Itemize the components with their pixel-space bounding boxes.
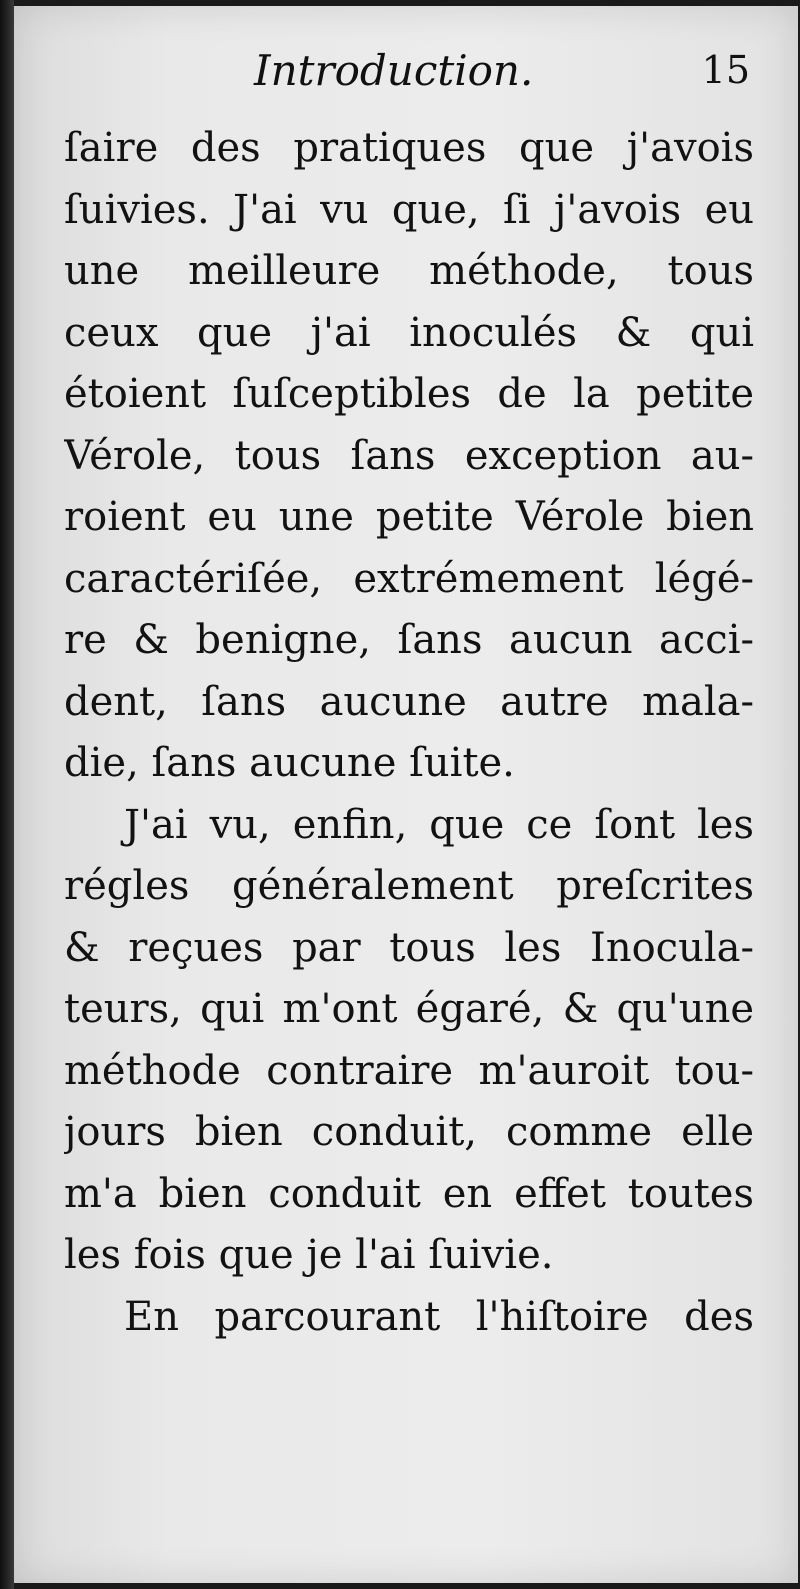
text-line: étoient ſuſceptibles de la petite xyxy=(64,371,754,417)
text-line: régles généralement preſcrites xyxy=(64,863,754,909)
text-line: re & benigne, ſans aucun acci- xyxy=(64,617,754,663)
text-line: roient eu une petite Vérole bien xyxy=(64,494,754,540)
text-line: ceux que j'ai inoculés & qui xyxy=(64,309,754,356)
text-line: die, ſans aucune ſuite. xyxy=(64,740,515,786)
text-line: les fois que je l'ai ſuivie. xyxy=(64,1232,554,1278)
binding-gutter xyxy=(0,0,14,1589)
book-page xyxy=(14,6,798,1583)
running-title: Introduction. xyxy=(254,46,534,95)
text-line: dent, ſans aucune autre mala- xyxy=(64,678,754,725)
text-line: En parcourant l'hiſtoire des xyxy=(124,1293,754,1340)
text-line: Vérole, tous ſans exception au- xyxy=(64,432,754,479)
text-line: ſuivies. J'ai vu que, ſi j'avois eu xyxy=(64,186,754,233)
text-line: m'a bien conduit en effet toutes xyxy=(64,1170,754,1217)
text-line: méthode contraire m'auroit tou- xyxy=(64,1047,754,1094)
page-number: 15 xyxy=(701,48,750,92)
text-line: & reçues par tous les Inocula- xyxy=(64,924,754,971)
body-text xyxy=(64,118,754,1348)
text-line: J'ai vu, enfin, que ce ſont les xyxy=(124,801,754,848)
text-line: teurs, qui m'ont égaré, & qu'une xyxy=(64,986,754,1032)
text-line: une meilleure méthode, tous xyxy=(64,248,754,294)
text-line: ſaire des pratiques que j'avois xyxy=(64,125,754,171)
text-line: jours bien conduit, comme elle xyxy=(64,1109,754,1155)
text-line: caractériſée, extrémement légé- xyxy=(64,555,754,602)
page-header xyxy=(14,46,798,106)
